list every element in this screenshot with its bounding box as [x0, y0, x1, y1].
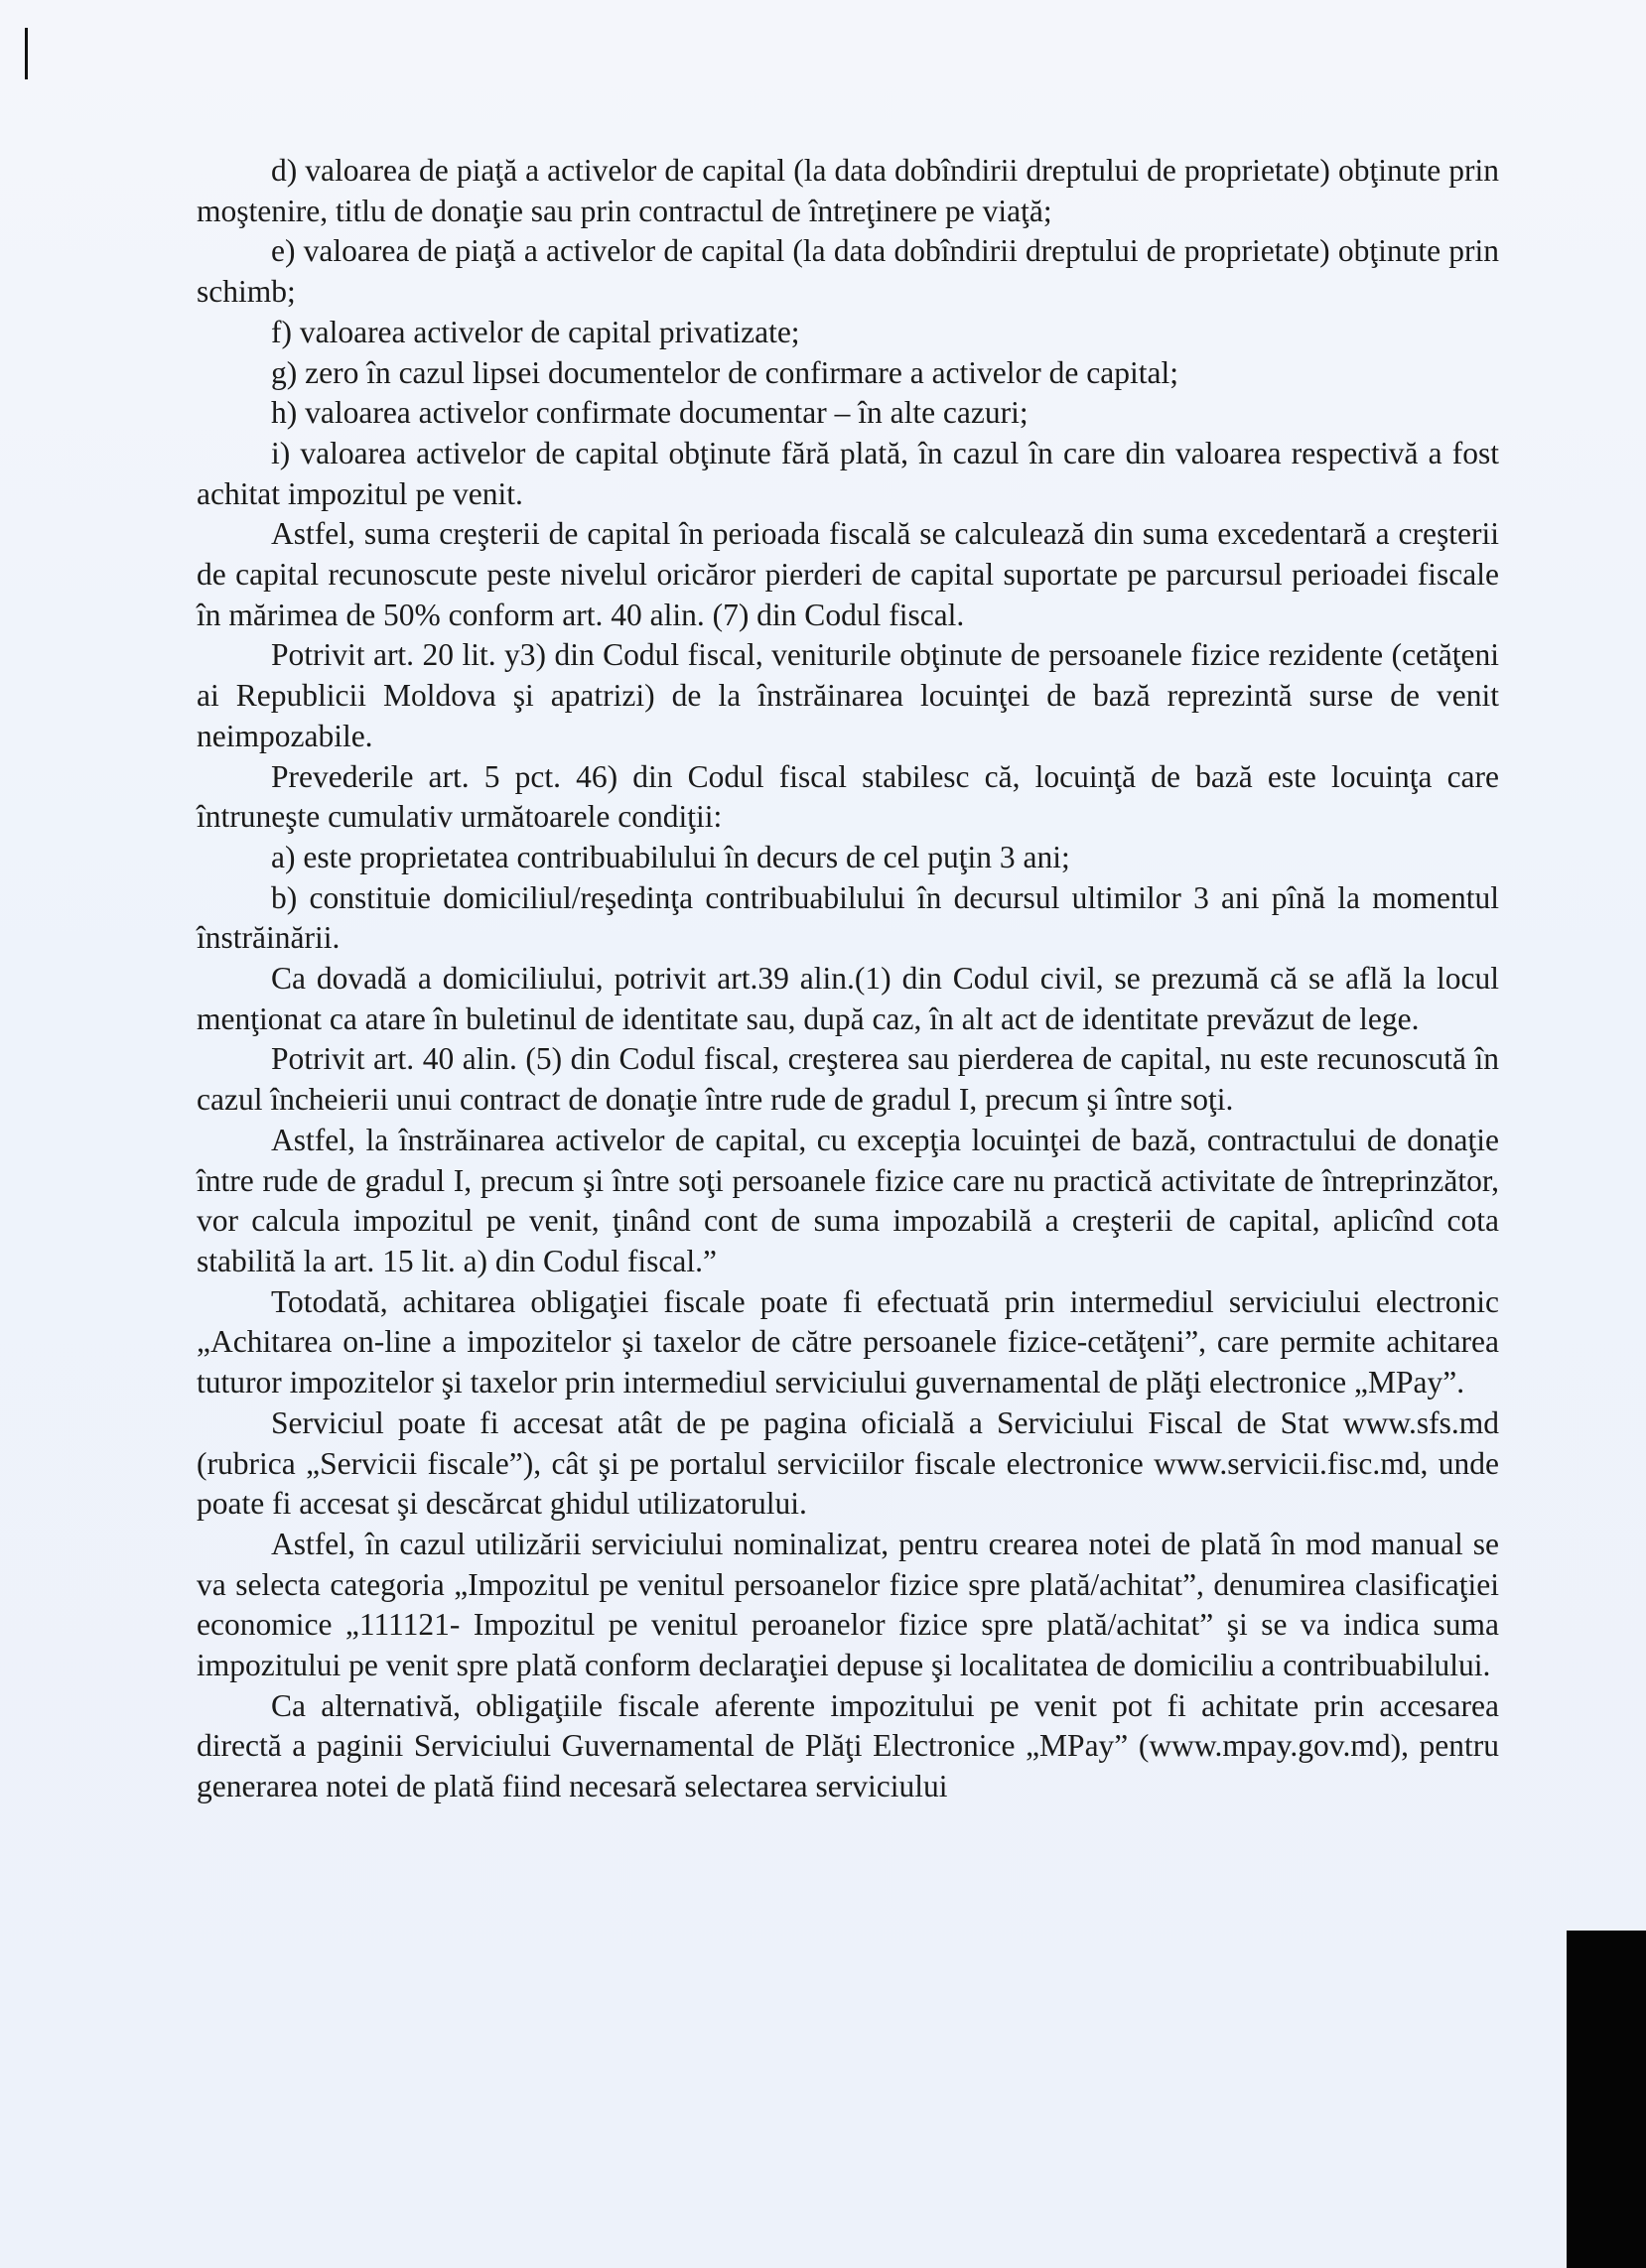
- paragraph: Serviciul poate fi accesat atât de pe pagina oficială a Serviciului Fiscal de Stat www.sfs.md (rubrica „Servicii fiscale”), cât şi pe portalul serviciilor fiscale electronice www.servicii.fisc.md, unde poate fi accesat şi descărcat ghidul utilizatorului.: [197, 1404, 1499, 1522]
- paragraph: Prevederile art. 5 pct. 46) din Codul fiscal stabilesc că, locuinţă de bază este locuinţa care întruneşte cumulativ următoarele condiţii:: [197, 758, 1499, 835]
- paragraph: Astfel, în cazul utilizării serviciului nominalizat, pentru crearea notei de plată în mod manual se va selecta categoria „Impozitul pe venitul persoanelor fizice spre plată/achitat”, denumirea clasificaţiei economice „111121- Impozitul pe venitul peroanelor fizice spre plată/achitat” şi se va indica suma impozitului pe venit spre plată conform declaraţiei depuse şi localitatea de domiciliu a contribuabilului.: [197, 1526, 1499, 1683]
- paragraph: b) constituie domiciliul/reşedinţa contribuabilului în decursul ultimilor 3 ani pînă la momentul înstrăinării.: [197, 879, 1499, 956]
- paragraph: g) zero în cazul lipsei documentelor de confirmare a activelor de capital;: [271, 354, 1178, 390]
- paragraph: Ca alternativă, obligaţiile fiscale aferente impozitului pe venit pot fi achitate prin accesarea directă a paginii Serviciului Guvernamental de Plăţi Electronice „MPay” (www.mpay.gov.md), pentru generarea notei de plată fiind necesară selectarea serviciului: [197, 1687, 1499, 1804]
- paragraph: i) valoarea activelor de capital obţinute fără plată, în cazul în care din valoarea respectivă a fost achitat impozitul pe venit.: [197, 435, 1499, 511]
- paragraph: d) valoarea de piaţă a activelor de capital (la data dobîndirii dreptului de proprietate) obţinute prin moştenire, titlu de donaţie sau prin contractul de întreţinere pe viaţă;: [197, 153, 1499, 228]
- document-body: [197, 151, 1499, 1807]
- paragraph: Astfel, la înstrăinarea activelor de capital, cu excepţia locuinţei de bază, contractului de donaţie între rude de gradul I, precum şi între soţi persoanele fizice care nu practică activitate de întreprinzător, vor calcula impozitul pe venit, ţinând cont de suma impozabilă a creşterii de capital, aplicînd cota stabilită la art. 15 lit. a) din Codul fiscal.”: [197, 1122, 1499, 1278]
- paragraph: f) valoarea activelor de capital privatizate;: [271, 314, 800, 349]
- paragraph: Potrivit art. 20 lit. y3) din Codul fiscal, veniturile obţinute de persoanele fizice rezidente (cetăţeni ai Republicii Moldova şi apatrizi) de la înstrăinarea locuinţei de bază reprezintă surse de venit neimpozabile.: [197, 637, 1499, 753]
- paragraph: Potrivit art. 40 alin. (5) din Codul fiscal, creşterea sau pierderea de capital, nu este recunoscută în cazul încheierii unui contract de donaţie între rude de gradul I, precum şi între soţi.: [197, 1041, 1499, 1118]
- scan-edge-mark: [25, 28, 28, 79]
- paragraph: Astfel, suma creşterii de capital în perioada fiscală se calculează din suma excedentară a creşterii de capital recunoscute peste nivelul oricăror pierderi de capital suportate pe parcursul perioadei fiscale în mărimea de 50% conform art. 40 alin. (7) din Codul fiscal.: [197, 516, 1499, 632]
- paragraph: h) valoarea activelor confirmate documentar – în alte cazuri;: [271, 395, 1029, 431]
- paragraph: e) valoarea de piaţă a activelor de capital (la data dobîndirii dreptului de proprietate) obţinute prin schimb;: [197, 233, 1499, 310]
- paragraph: Ca dovadă a domiciliului, potrivit art.39 alin.(1) din Codul civil, se prezumă că se află la locul menţionat ca atare în buletinul de identitate sau, după caz, în alt act de identitate prevăzut de lege.: [197, 961, 1499, 1036]
- scan-dark-edge: [1567, 1931, 1646, 2268]
- paragraph: a) este proprietatea contribuabilului în decurs de cel puţin 3 ani;: [271, 839, 1070, 874]
- paragraph: Totodată, achitarea obligaţiei fiscale poate fi efectuată prin intermediul serviciului electronic „Achitarea on-line a impozitelor şi taxelor de către persoanele fizice-cetăţeni”, care permite achitarea tuturor impozitelor şi taxelor prin intermediul serviciului guvernamental de plăţi electronice „MPay”.: [197, 1283, 1499, 1401]
